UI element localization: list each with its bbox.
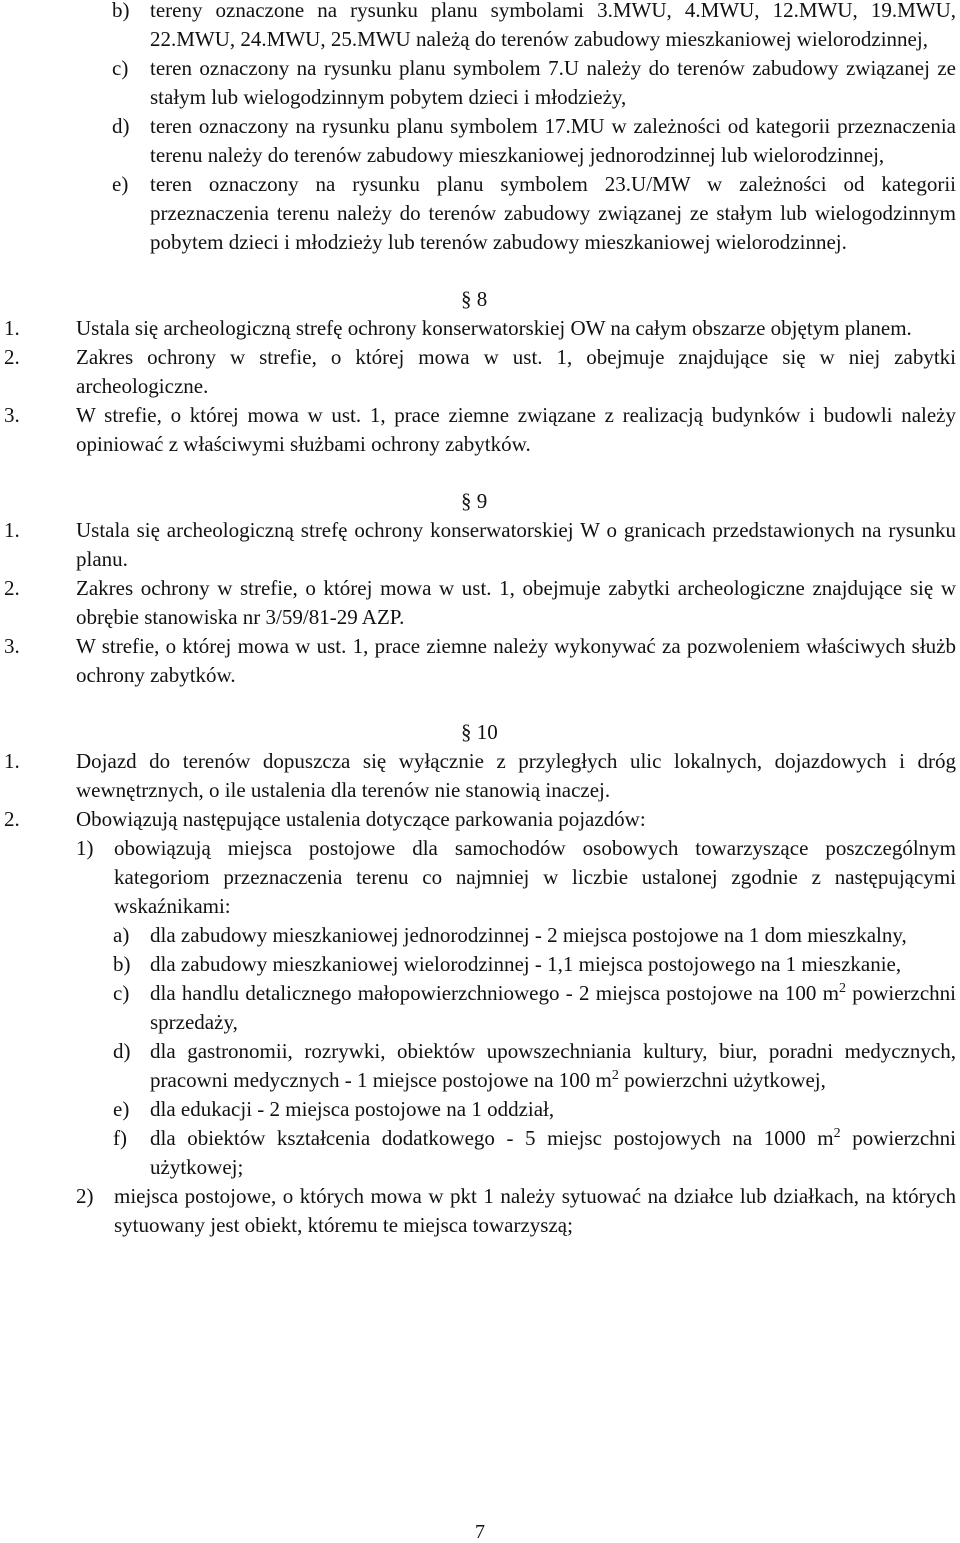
list-item [0, 921, 956, 950]
item-label: 1. [4, 749, 20, 773]
item-label: b) [112, 0, 130, 22]
list-item [0, 747, 956, 805]
item-text: teren oznaczony na rysunku planu symbolem 7.U należy do terenów zabudowy związanej ze stałym lub wielogodzinnym pobytem dzieci i młodzieży, [150, 56, 956, 109]
list-item [0, 54, 956, 112]
section-heading-10: § 10 [461, 720, 498, 744]
list-item [0, 979, 956, 1037]
item-text: W strefie, o której mowa w ust. 1, prace ziemne należy wykonywać za pozwoleniem właściwych służb ochrony zabytków. [76, 634, 956, 687]
list-item [0, 516, 956, 574]
item-label: e) [113, 1097, 130, 1121]
item-text: Ustala się archeologiczną strefę ochrony konserwatorskiej W o granicach przedstawionych na rysunku planu. [76, 518, 956, 571]
item-label: d) [112, 114, 130, 138]
item-text: W strefie, o której mowa w ust. 1, prace ziemne związane z realizacją budynków i budowli należy opiniować z właściwymi służbami ochrony zabytków. [76, 403, 956, 456]
list-item [0, 632, 956, 690]
list-item [0, 1124, 956, 1182]
list-item [0, 1095, 956, 1124]
section-heading-9: § 9 [461, 489, 488, 513]
list-item [0, 401, 956, 459]
item-text: dla zabudowy mieszkaniowej wielorodzinnej - 1,1 miejsca postojowego na 1 mieszkanie, [150, 952, 902, 976]
item-text: dla edukacji - 2 miejsca postojowe na 1 oddział, [150, 1097, 555, 1121]
item-label: 2. [4, 345, 20, 369]
item-label: b) [113, 952, 131, 976]
item-text: dla zabudowy mieszkaniowej jednorodzinnej - 2 miejsca postojowe na 1 dom mieszkalny, [150, 923, 907, 947]
spacer [0, 459, 956, 487]
list-item [0, 343, 956, 401]
list-item [0, 314, 956, 343]
item-text-before: dla handlu detalicznego małopowierzchniowego - 2 miejsca postojowe na 100 m [150, 981, 839, 1005]
superscript: 2 [838, 981, 846, 996]
item-text: miejsca postojowe, o których mowa w pkt 1 należy sytuować na działce lub działkach, na których sytuowany jest obiekt, któremu te miejsca towarzyszą; [114, 1184, 956, 1237]
list-item [0, 1182, 956, 1240]
item-label: c) [113, 981, 130, 1005]
item-label: 1. [4, 518, 20, 542]
item-label: 2) [76, 1184, 94, 1208]
section-heading-8: § 8 [461, 287, 488, 311]
list-item [0, 1037, 956, 1095]
page-number: 7 [475, 1521, 485, 1543]
item-label: c) [112, 56, 129, 80]
item-label: 2. [4, 807, 20, 831]
item-label: 2. [4, 576, 20, 600]
item-text: obowiązują miejsca postojowe dla samochodów osobowych towarzyszące poszczególnym kategoriom przeznaczenia terenu co najmniej w liczbie ustalonej zgodnie z następującymi wskaźnikami: [114, 836, 956, 918]
item-text: Zakres ochrony w strefie, o której mowa w ust. 1, obejmuje znajdujące się w niej zabytki archeologiczne. [76, 345, 956, 398]
item-label: 3. [4, 634, 20, 658]
spacer [0, 690, 956, 718]
spacer [0, 257, 956, 285]
list-item [0, 834, 956, 921]
list-item [0, 170, 956, 257]
item-text: teren oznaczony na rysunku planu symbolem 17.MU w zależności od kategorii przeznaczenia terenu należy do terenów zabudowy mieszkaniowej jednorodzinnej lub wielorodzinnej, [150, 114, 956, 167]
item-text-before: dla obiektów kształcenia dodatkowego - 5 miejsc postojowych na 1000 m [150, 1126, 834, 1150]
superscript: 2 [833, 1126, 841, 1141]
item-label: e) [112, 172, 129, 196]
item-text: teren oznaczony na rysunku planu symbolem 23.U/MW w zależności od kategorii przeznaczenia terenu należy do terenów zabudowy związanej ze stałym lub wielogodzinnym pobytem dzieci i młodzieży lub terenów zabudowy mieszkaniowej wielorodzinnej. [150, 172, 956, 254]
item-label: 1) [76, 836, 94, 860]
item-text-after: powierzchni sprzedaży, [150, 981, 956, 1034]
item-text-after: powierzchni użytkowej, [618, 1068, 826, 1092]
item-text: Dojazd do terenów dopuszcza się wyłącznie z przyległych ulic lokalnych, dojazdowych i dróg wewnętrznych, o ile ustalenia dla terenów nie stanowią inaczej. [76, 749, 956, 802]
list-item [0, 574, 956, 632]
list-item [0, 805, 956, 834]
item-text: Obowiązują następujące ustalenia dotyczące parkowania pojazdów: [76, 807, 646, 831]
list-item [0, 112, 956, 170]
item-text: tereny oznaczone na rysunku planu symbolami 3.MWU, 4.MWU, 12.MWU, 19.MWU, 22.MWU, 24.MWU, 25.MWU należą do terenów zabudowy mieszkaniowej wielorodzinnej, [150, 0, 956, 51]
item-label: d) [113, 1039, 131, 1063]
item-text-after: powierzchni użytkowej; [150, 1126, 956, 1179]
item-text: Ustala się archeologiczną strefę ochrony konserwatorskiej OW na całym obszarze objętym planem. [76, 316, 912, 340]
superscript: 2 [611, 1068, 619, 1083]
item-label: 3. [4, 403, 20, 427]
item-label: a) [113, 923, 130, 947]
item-label: 1. [4, 316, 20, 340]
item-label: f) [113, 1126, 127, 1150]
list-item [0, 0, 956, 54]
item-text: Zakres ochrony w strefie, o której mowa w ust. 1, obejmuje zabytki archeologiczne znajdujące się w obrębie stanowiska nr 3/59/81-29 AZP. [76, 576, 956, 629]
list-item [0, 950, 956, 979]
item-text-before: dla gastronomii, rozrywki, obiektów upowszechniania kultury, biur, poradni medycznych, pracowni medycznych - 1 miejsce postojowe na 100 m [150, 1039, 956, 1092]
